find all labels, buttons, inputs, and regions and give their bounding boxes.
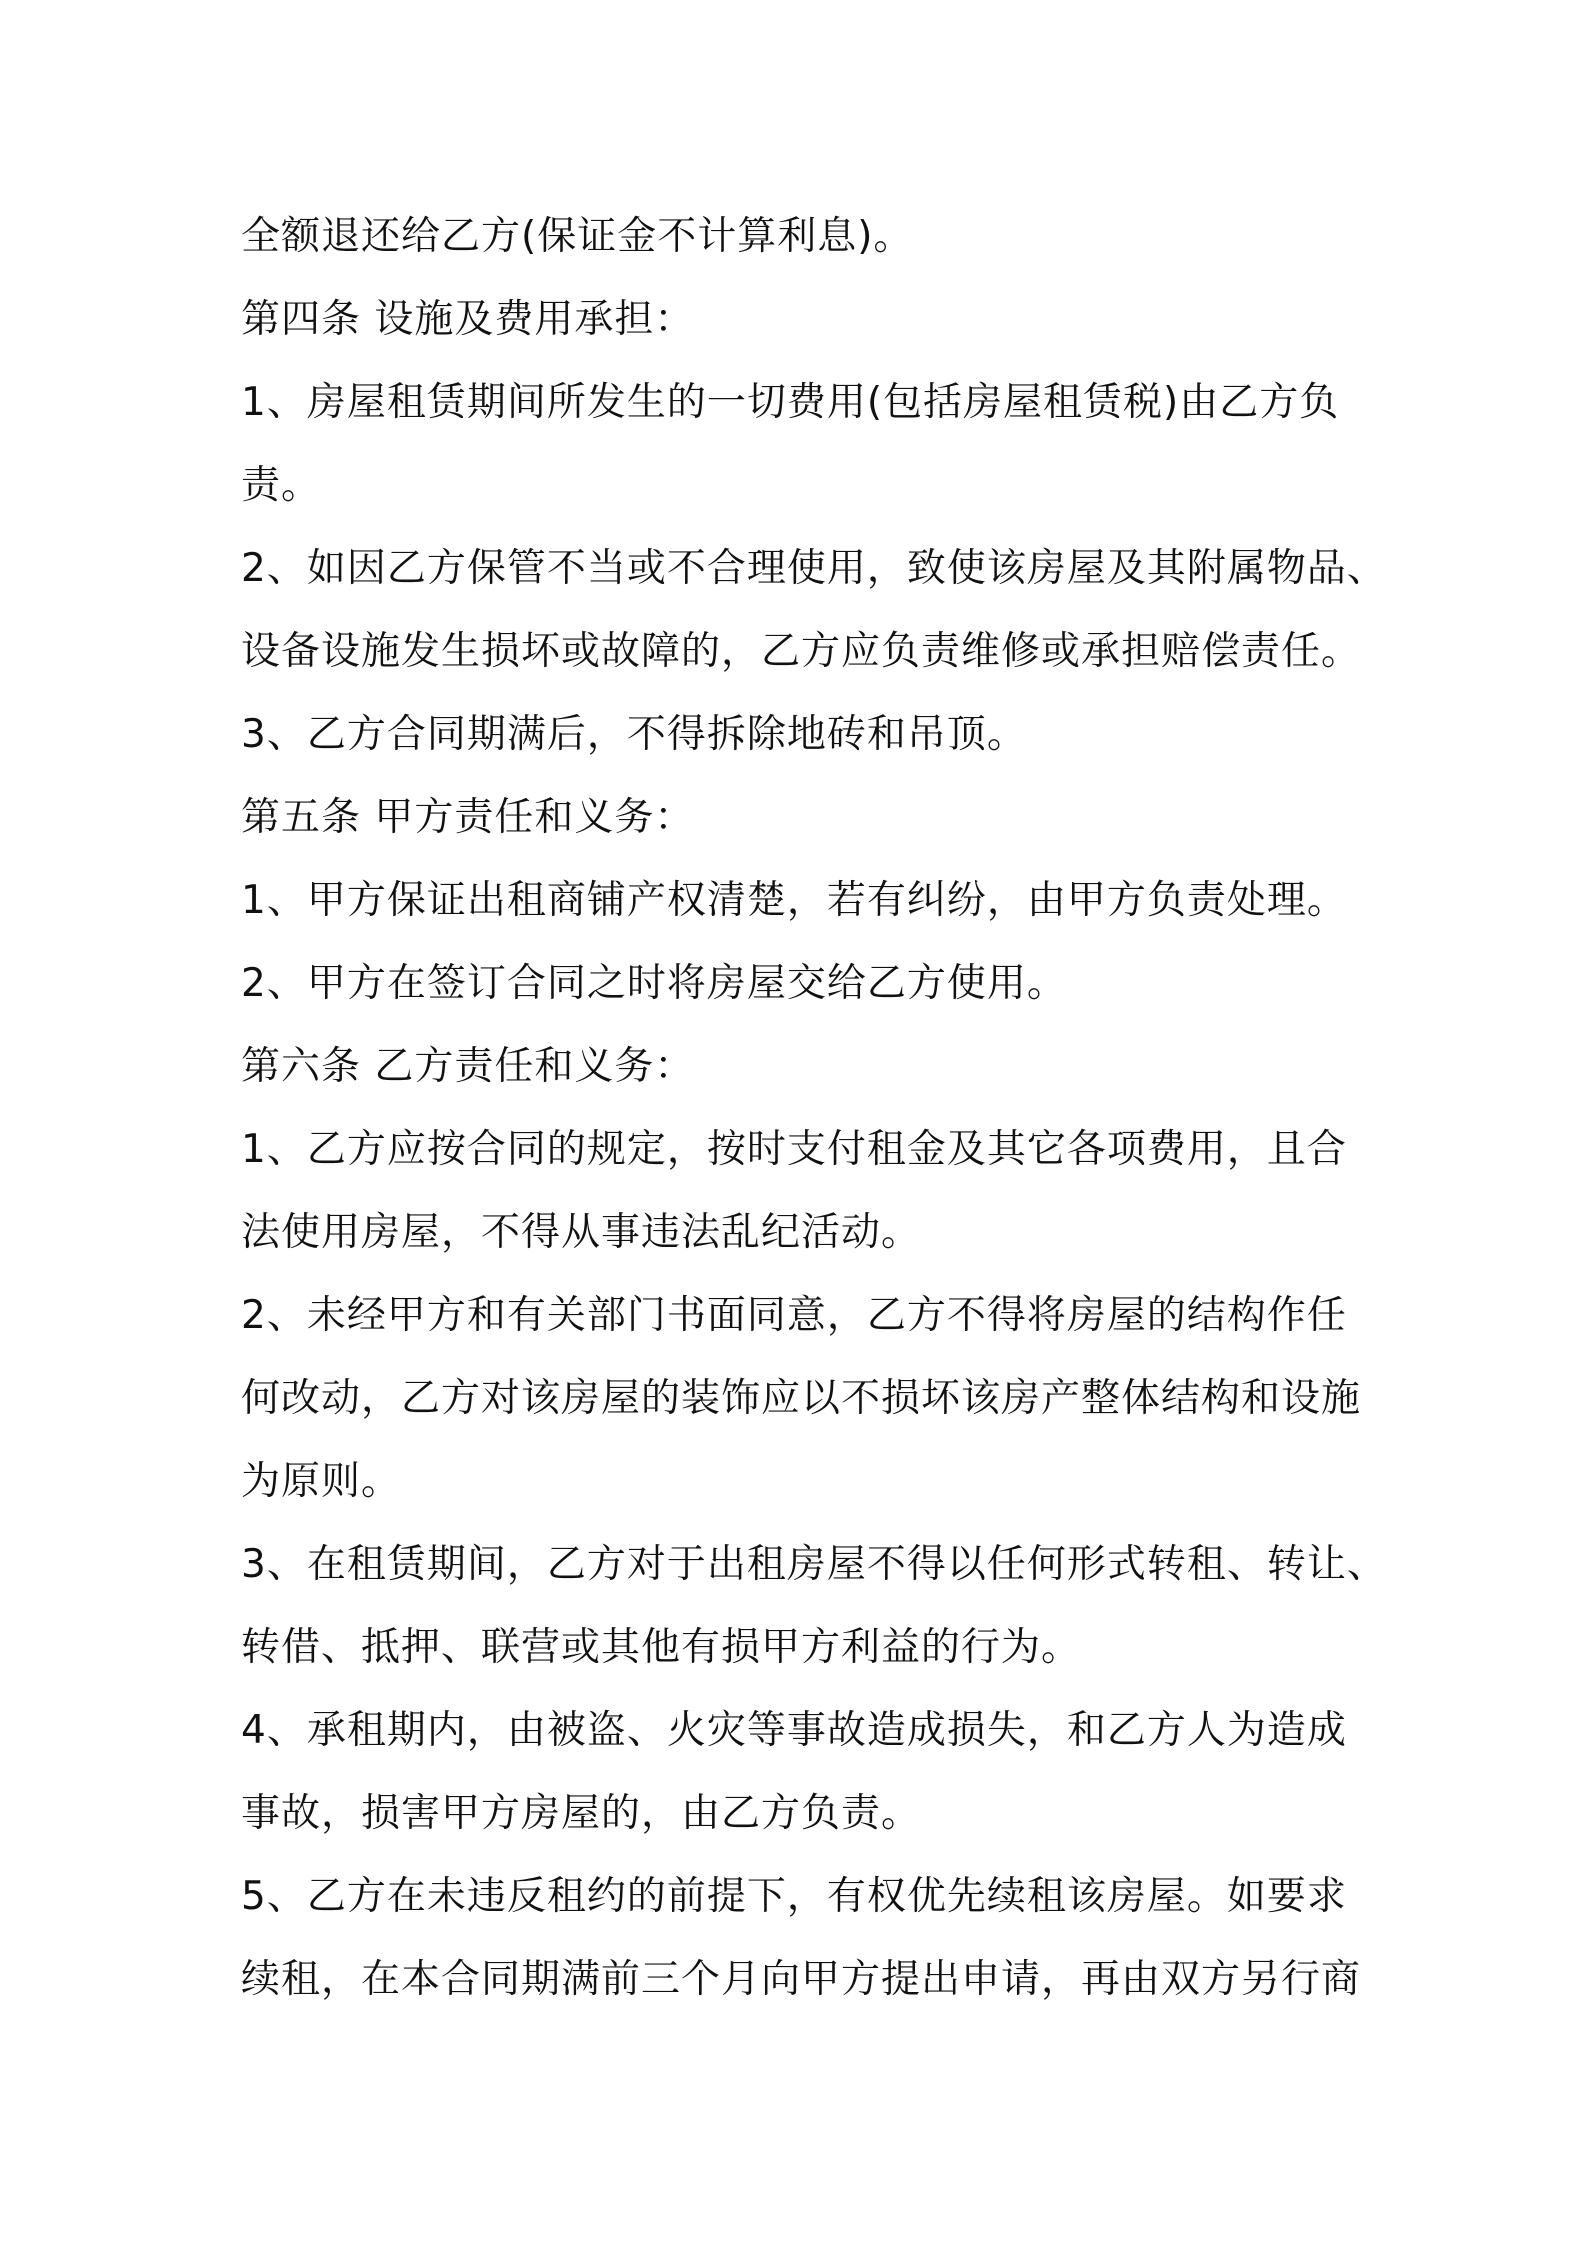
text-line: 责。 <box>241 463 322 508</box>
text-line: 事故，损害甲方房屋的，由乙方负责。 <box>241 1791 922 1836</box>
text-line: 1、乙方应按合同的规定，按时支付租金及其它各项费用，且合 <box>241 1127 1347 1172</box>
section-heading: 第四条 设施及费用承担： <box>241 297 695 342</box>
text-line: 5、乙方在未违反租约的前提下，有权优先续租该房屋。如要求 <box>241 1874 1347 1919</box>
text-line: 2、如因乙方保管不当或不合理使用，致使该房屋及其附属物品、 <box>241 546 1387 591</box>
text-line: 2、未经甲方和有关部门书面同意，乙方不得将房屋的结构作任 <box>241 1293 1347 1338</box>
text-line: 何改动，乙方对该房屋的装饰应以不损坏该房产整体结构和设施 <box>241 1376 1362 1421</box>
text-line: 续租，在本合同期满前三个月向甲方提出申请，再由双方另行商 <box>241 1957 1362 2002</box>
text-line: 全额退还给乙方(保证金不计算利息)。 <box>241 214 914 259</box>
text-line: 法使用房屋，不得从事违法乱纪活动。 <box>241 1210 922 1255</box>
text-line: 设备设施发生损坏或故障的，乙方应负责维修或承担赔偿责任。 <box>241 629 1362 674</box>
text-line: 3、乙方合同期满后，不得拆除地砖和吊顶。 <box>241 712 1027 757</box>
section-heading: 第五条 甲方责任和义务： <box>241 795 695 840</box>
text-line: 4、承租期内，由被盗、火灾等事故造成损失，和乙方人为造成 <box>241 1708 1347 1753</box>
text-line: 2、甲方在签订合同之时将房屋交给乙方使用。 <box>241 961 1067 1006</box>
text-line: 1、甲方保证出租商铺产权清楚，若有纠纷，由甲方负责处理。 <box>241 878 1347 923</box>
text-line: 转借、抵押、联营或其他有损甲方利益的行为。 <box>241 1625 1082 1670</box>
text-line: 1、房屋租赁期间所发生的一切费用(包括房屋租赁税)由乙方负 <box>241 380 1340 425</box>
document-body <box>241 195 1391 2021</box>
text-line: 3、在租赁期间，乙方对于出租房屋不得以任何形式转租、转让、 <box>241 1542 1387 1587</box>
text-line: 为原则。 <box>241 1459 402 1504</box>
section-heading: 第六条 乙方责任和义务： <box>241 1044 695 1089</box>
